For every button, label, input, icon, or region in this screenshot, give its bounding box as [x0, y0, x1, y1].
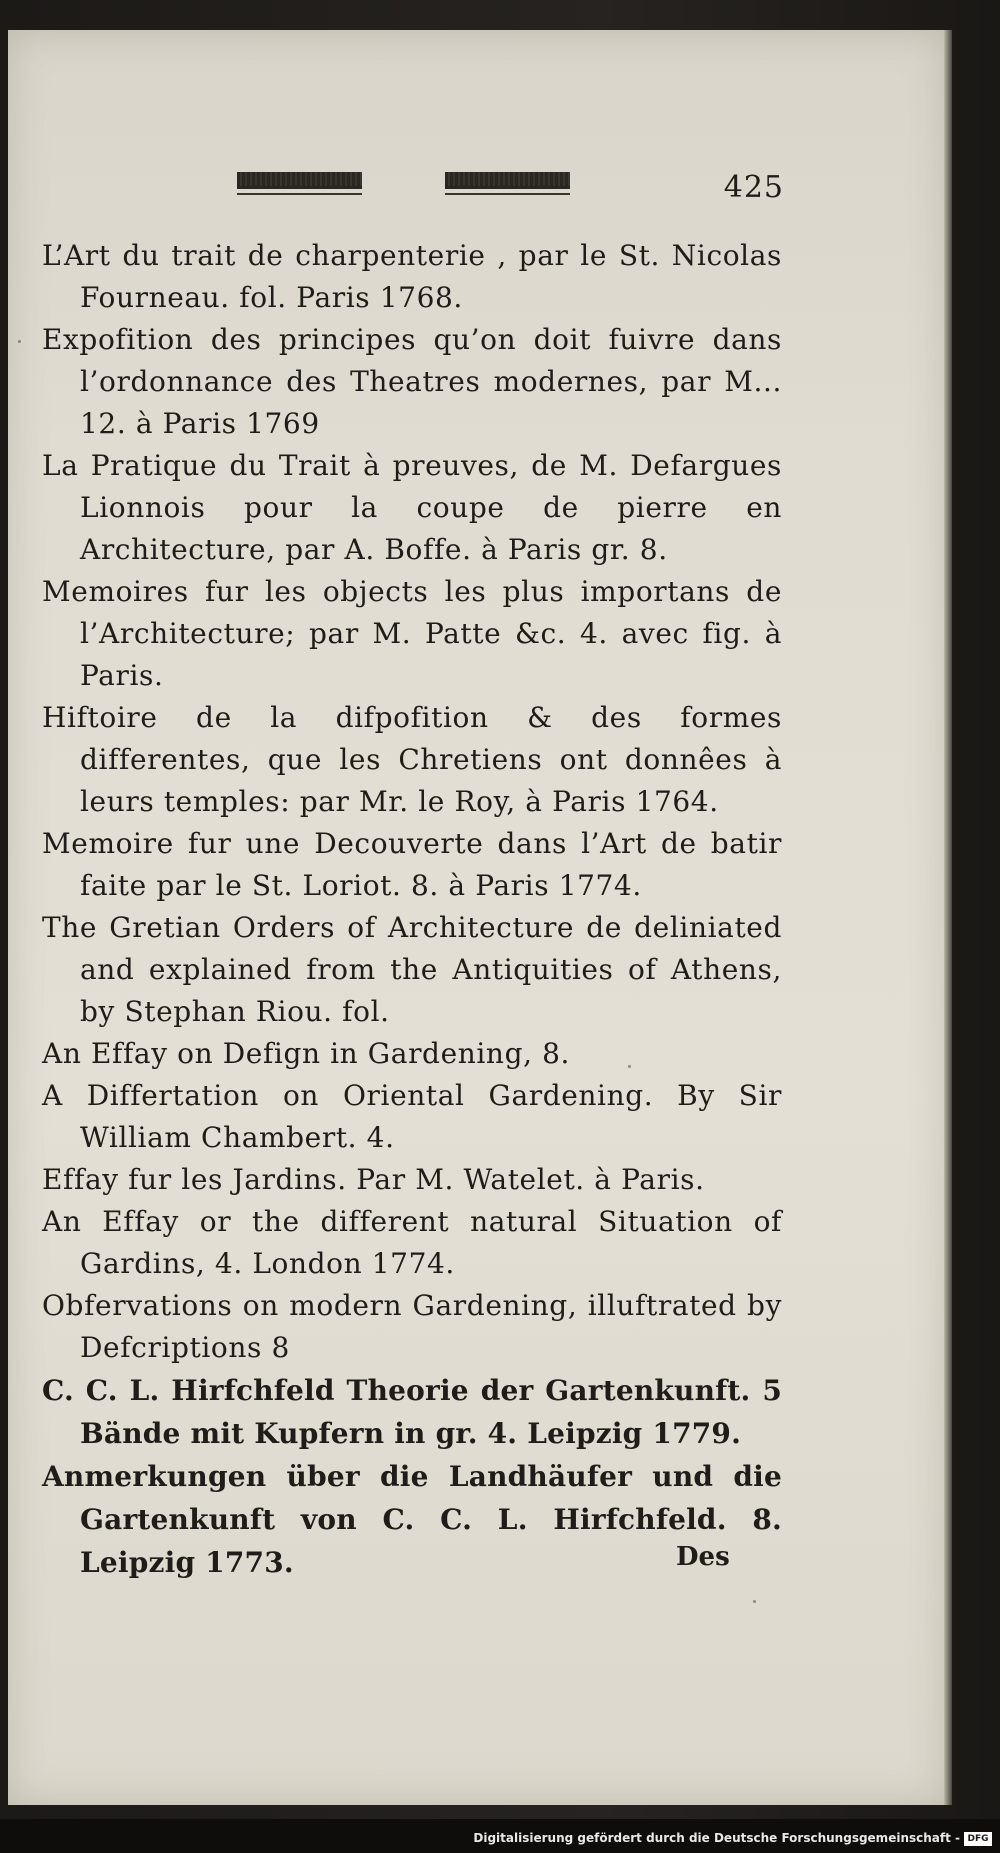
bibliography-entry: An Effay or the different natural Situation of Gardins, 4. London 1774.: [42, 1205, 782, 1280]
header-ornament-left: [237, 172, 362, 189]
header-ornament-right: [445, 172, 570, 189]
bibliography-entry-fraktur: C. C. L. Hirfchfeld Theorie der Gartenkunft. 5 Bände mit Kupfern in gr. 4. Leipzig 1779.: [42, 1374, 782, 1450]
bibliography-entry: The Gretian Orders of Architecture de deliniated and explained from the Antiquities of Athens, by Stephan Riou. fol.: [42, 911, 782, 1028]
bibliography-entry: Memoires fur les objects les plus importans de l’Architecture; par M. Patte &c. 4. avec fig. à Paris.: [42, 575, 782, 692]
bibliography-entry: A Differtation on Oriental Gardening. By Sir William Chambert. 4.: [42, 1079, 782, 1154]
page-number: 425: [723, 170, 784, 205]
bibliography-entry-fraktur: Anmerkungen über die Landhäufer und die Gartenkunft von C. C. L. Hirfchfeld. 8. Leipzig 1773.: [42, 1460, 782, 1579]
digitization-credit: Digitalisierung gefördert durch die Deutsche Forschungsgemeinschaft -: [473, 1831, 960, 1845]
bibliography-entry: Obfervations on modern Gardening, illuftrated by Defcriptions 8: [42, 1289, 782, 1364]
bibliography-entry: Hiftoire de la difpofition & des formes differentes, que les Chretiens ont donnêes à leurs temples: par Mr. le Roy, à Paris 1764.: [42, 701, 782, 818]
bibliography-entry: Effay fur les Jardins. Par M. Watelet. à Paris.: [42, 1163, 705, 1196]
bibliography-entry: Memoire fur une Decouverte dans l’Art de batir faite par le St. Loriot. 8. à Paris 1774.: [42, 827, 782, 902]
dfg-logo: DFG: [964, 1832, 992, 1846]
bibliography-entry: Expofition des principes qu’on doit fuivre dans l’ordonnance des Theatres modernes, par M... 12. à Paris 1769: [42, 323, 782, 440]
footer-bar: [0, 1819, 1000, 1853]
paper-speck: [628, 1065, 631, 1068]
page-header: [8, 142, 946, 205]
bibliography-entry: La Pratique du Trait à preuves, de M. Defargues Lionnois pour la coupe de pierre en Architecture, par A. Boffe. à Paris gr. 8.: [42, 449, 782, 566]
bibliography-entry: An Effay on Defign in Gardening, 8.: [42, 1037, 571, 1070]
bibliography-entry: L’Art du trait de charpenterie , par le St. Nicolas Fourneau. fol. Paris 1768.: [42, 239, 782, 314]
book-page: [8, 30, 946, 1805]
page-edge: [944, 30, 952, 1805]
catchword: Des: [676, 1542, 730, 1572]
bibliography-list: [42, 235, 782, 1584]
paper-speck: [753, 1600, 756, 1603]
paper-speck: [18, 340, 21, 343]
